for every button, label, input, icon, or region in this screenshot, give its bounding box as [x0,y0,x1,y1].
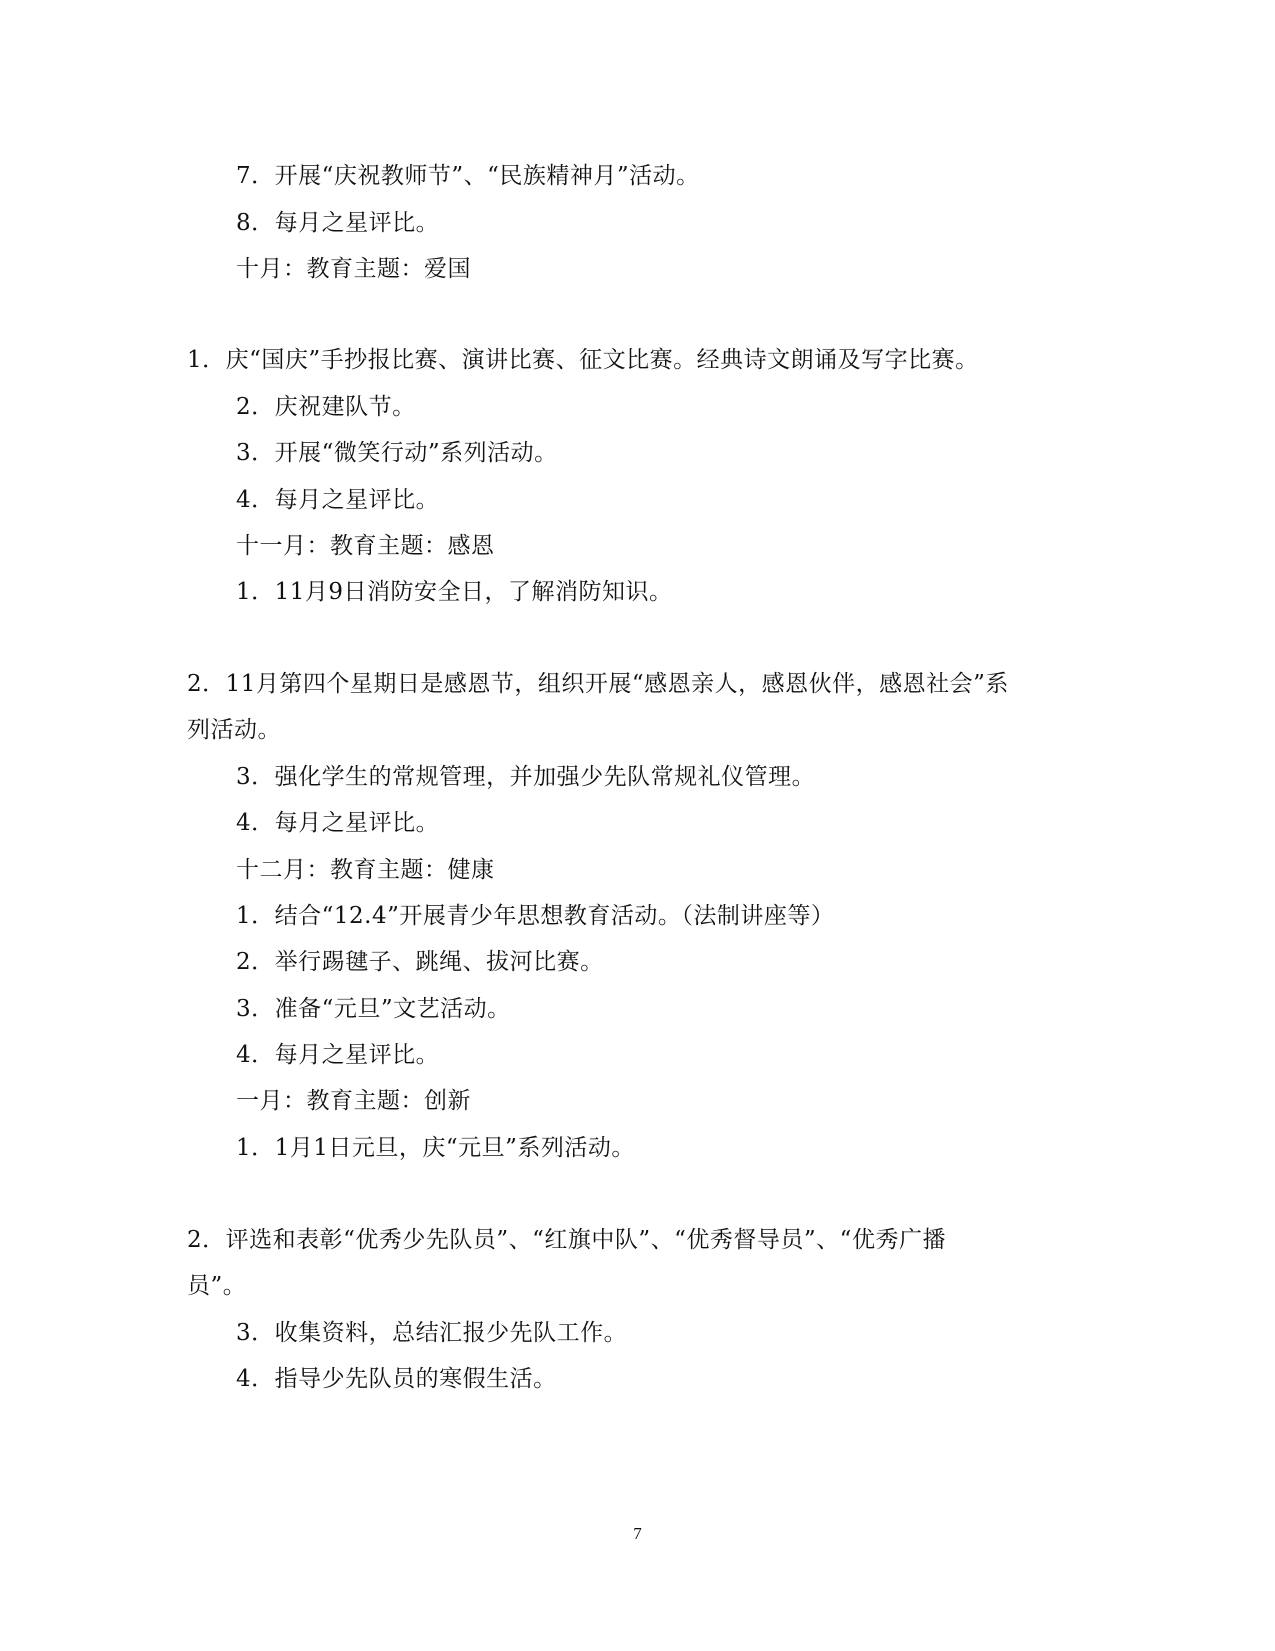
list-item: 1．1月1日元旦，庆“元旦”系列活动。 [236,1135,635,1161]
list-item: 2．评选和表彰“优秀少先队员”、“红旗中队”、“优秀督导员”、“优秀广播 [187,1227,946,1253]
list-item: 2．庆祝建队节。 [236,394,416,420]
list-item: 2．举行踢毽子、跳绳、拔河比赛。 [236,949,604,975]
list-item-continuation: 员”。 [187,1273,247,1299]
section-heading-november: 十一月：教育主题：感恩 [236,533,495,559]
page-number: 7 [633,1524,642,1543]
list-item: 4．每月之星评比。 [236,1042,440,1068]
list-item: 3．强化学生的常规管理，并加强少先队常规礼仪管理。 [236,764,816,790]
section-heading-january: 一月：教育主题：创新 [236,1088,471,1114]
list-item-continuation: 列活动。 [187,717,281,743]
list-item: 3．准备“元旦”文艺活动。 [236,996,511,1022]
list-item: 7．开展“庆祝教师节”、“民族精神月”活动。 [236,163,700,189]
list-item: 3．开展“微笑行动”系列活动。 [236,440,558,466]
section-heading-december: 十二月：教育主题：健康 [236,857,495,883]
list-item: 3．收集资料，总结汇报少先队工作。 [236,1320,628,1346]
list-item: 1．结合“12.4”开展青少年思想教育活动。（法制讲座等） [236,903,835,929]
list-item: 8．每月之星评比。 [236,210,440,236]
list-item: 1．庆“国庆”手抄报比赛、演讲比赛、征文比赛。经典诗文朗诵及写字比赛。 [187,347,979,373]
list-item: 2．11月第四个星期日是感恩节，组织开展“感恩亲人，感恩伙伴，感恩社会”系 [187,671,1009,697]
list-item: 4．每月之星评比。 [236,487,440,513]
list-item: 1．11月9日消防安全日，了解消防知识。 [236,579,673,605]
list-item: 4．指导少先队员的寒假生活。 [236,1366,557,1392]
section-heading-october: 十月：教育主题：爱国 [236,256,471,282]
list-item: 4．每月之星评比。 [236,810,440,836]
